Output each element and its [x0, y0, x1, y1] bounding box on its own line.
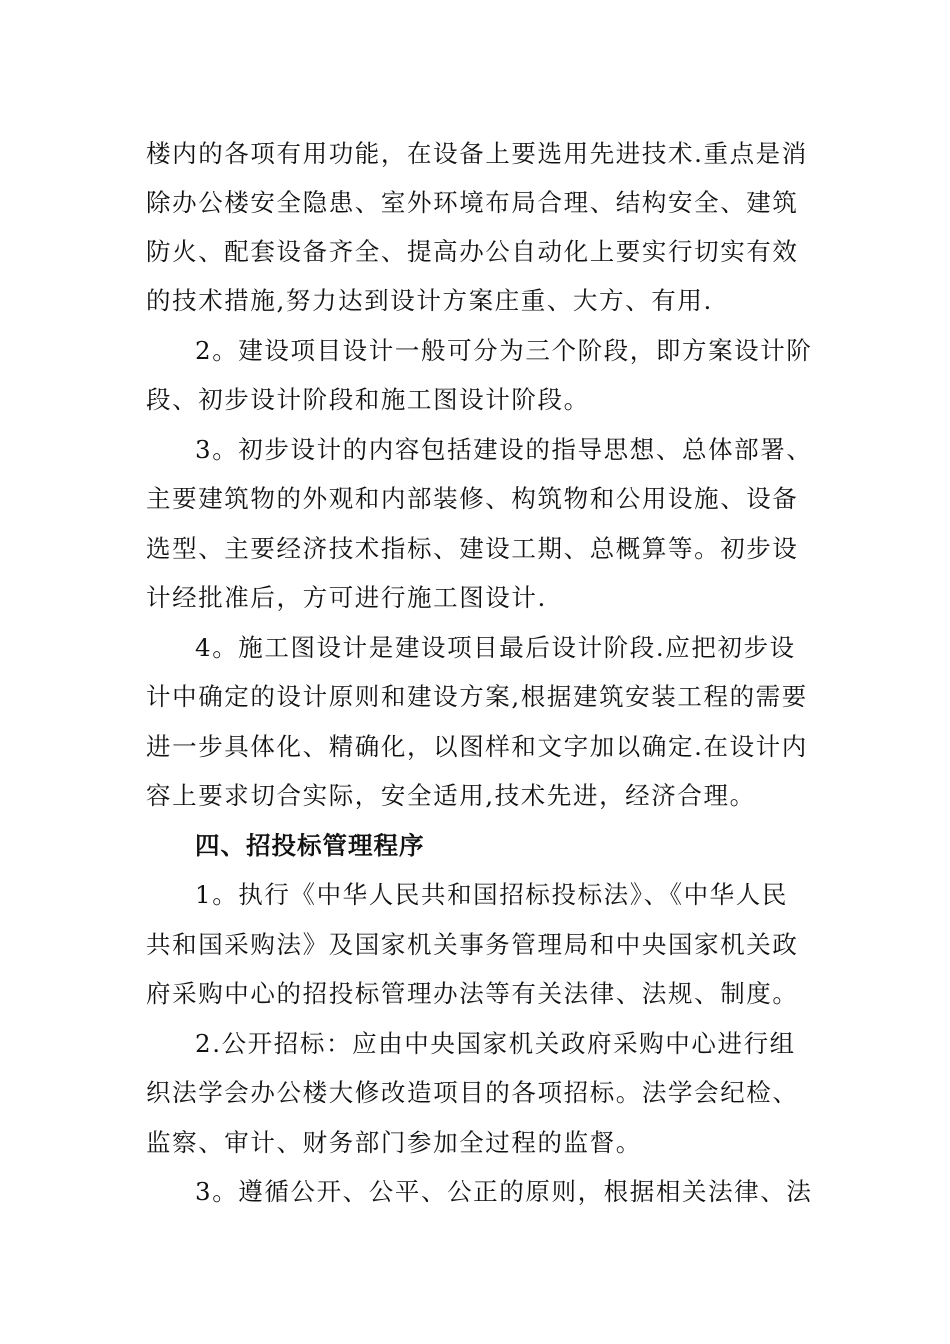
text-line: 的技术措施,努力达到设计方案庄重、大方、有用. [146, 286, 713, 315]
text-line: 织法学会办公楼大修改造项目的各项招标。法学会纪检、 [146, 1078, 799, 1107]
text-line: 监察、审计、财务部门参加全过程的监督。 [146, 1128, 642, 1157]
text-line: 选型、主要经济技术指标、建设工期、总概算等。初步设 [146, 534, 799, 563]
text-line: 容上要求切合实际，安全适用,技术先进，经济合理。 [146, 781, 756, 810]
text-line: 主要建筑物的外观和内部装修、构筑物和公用设施、设备 [146, 484, 799, 513]
text-line: 计中确定的设计原则和建设方案,根据建筑安装工程的需要 [146, 682, 808, 711]
paragraph-start-line: 2.公开招标：应由中央国家机关政府采购中心进行组 [195, 1029, 796, 1058]
text-line: 防火、配套设备齐全、提高办公自动化上要实行切实有效 [146, 237, 799, 266]
paragraph-start-line: 1。执行《中华人民共和国招标投标法》、《中华人民 [195, 880, 788, 909]
paragraph-start-line: 4。施工图设计是建设项目最后设计阶段.应把初步设 [195, 633, 796, 662]
text-line: 计经批准后，方可进行施工图设计. [146, 583, 547, 612]
paragraph-start-line: 2。建设项目设计一般可分为三个阶段，即方案设计阶 [195, 336, 813, 365]
text-line: 进一步具体化、精确化，以图样和文字加以确定.在设计内 [146, 732, 808, 761]
text-line: 楼内的各项有用功能，在设备上要选用先进技术.重点是消 [146, 139, 808, 168]
text-line: 除办公楼安全隐患、室外环境布局合理、结构安全、建筑 [146, 188, 799, 217]
text-line: 府采购中心的招投标管理办法等有关法律、法规、制度。 [146, 979, 799, 1008]
paragraph-start-line: 3。初步设计的内容包括建设的指导思想、总体部署、 [195, 435, 813, 464]
paragraph-start-line: 3。遵循公开、公平、公正的原则，根据相关法律、法 [195, 1177, 813, 1206]
section-heading: 四、招投标管理程序 [195, 831, 425, 860]
text-line: 共和国采购法》及国家机关事务管理局和中央国家机关政 [146, 930, 799, 959]
text-line: 段、初步设计阶段和施工图设计阶段。 [146, 385, 590, 414]
